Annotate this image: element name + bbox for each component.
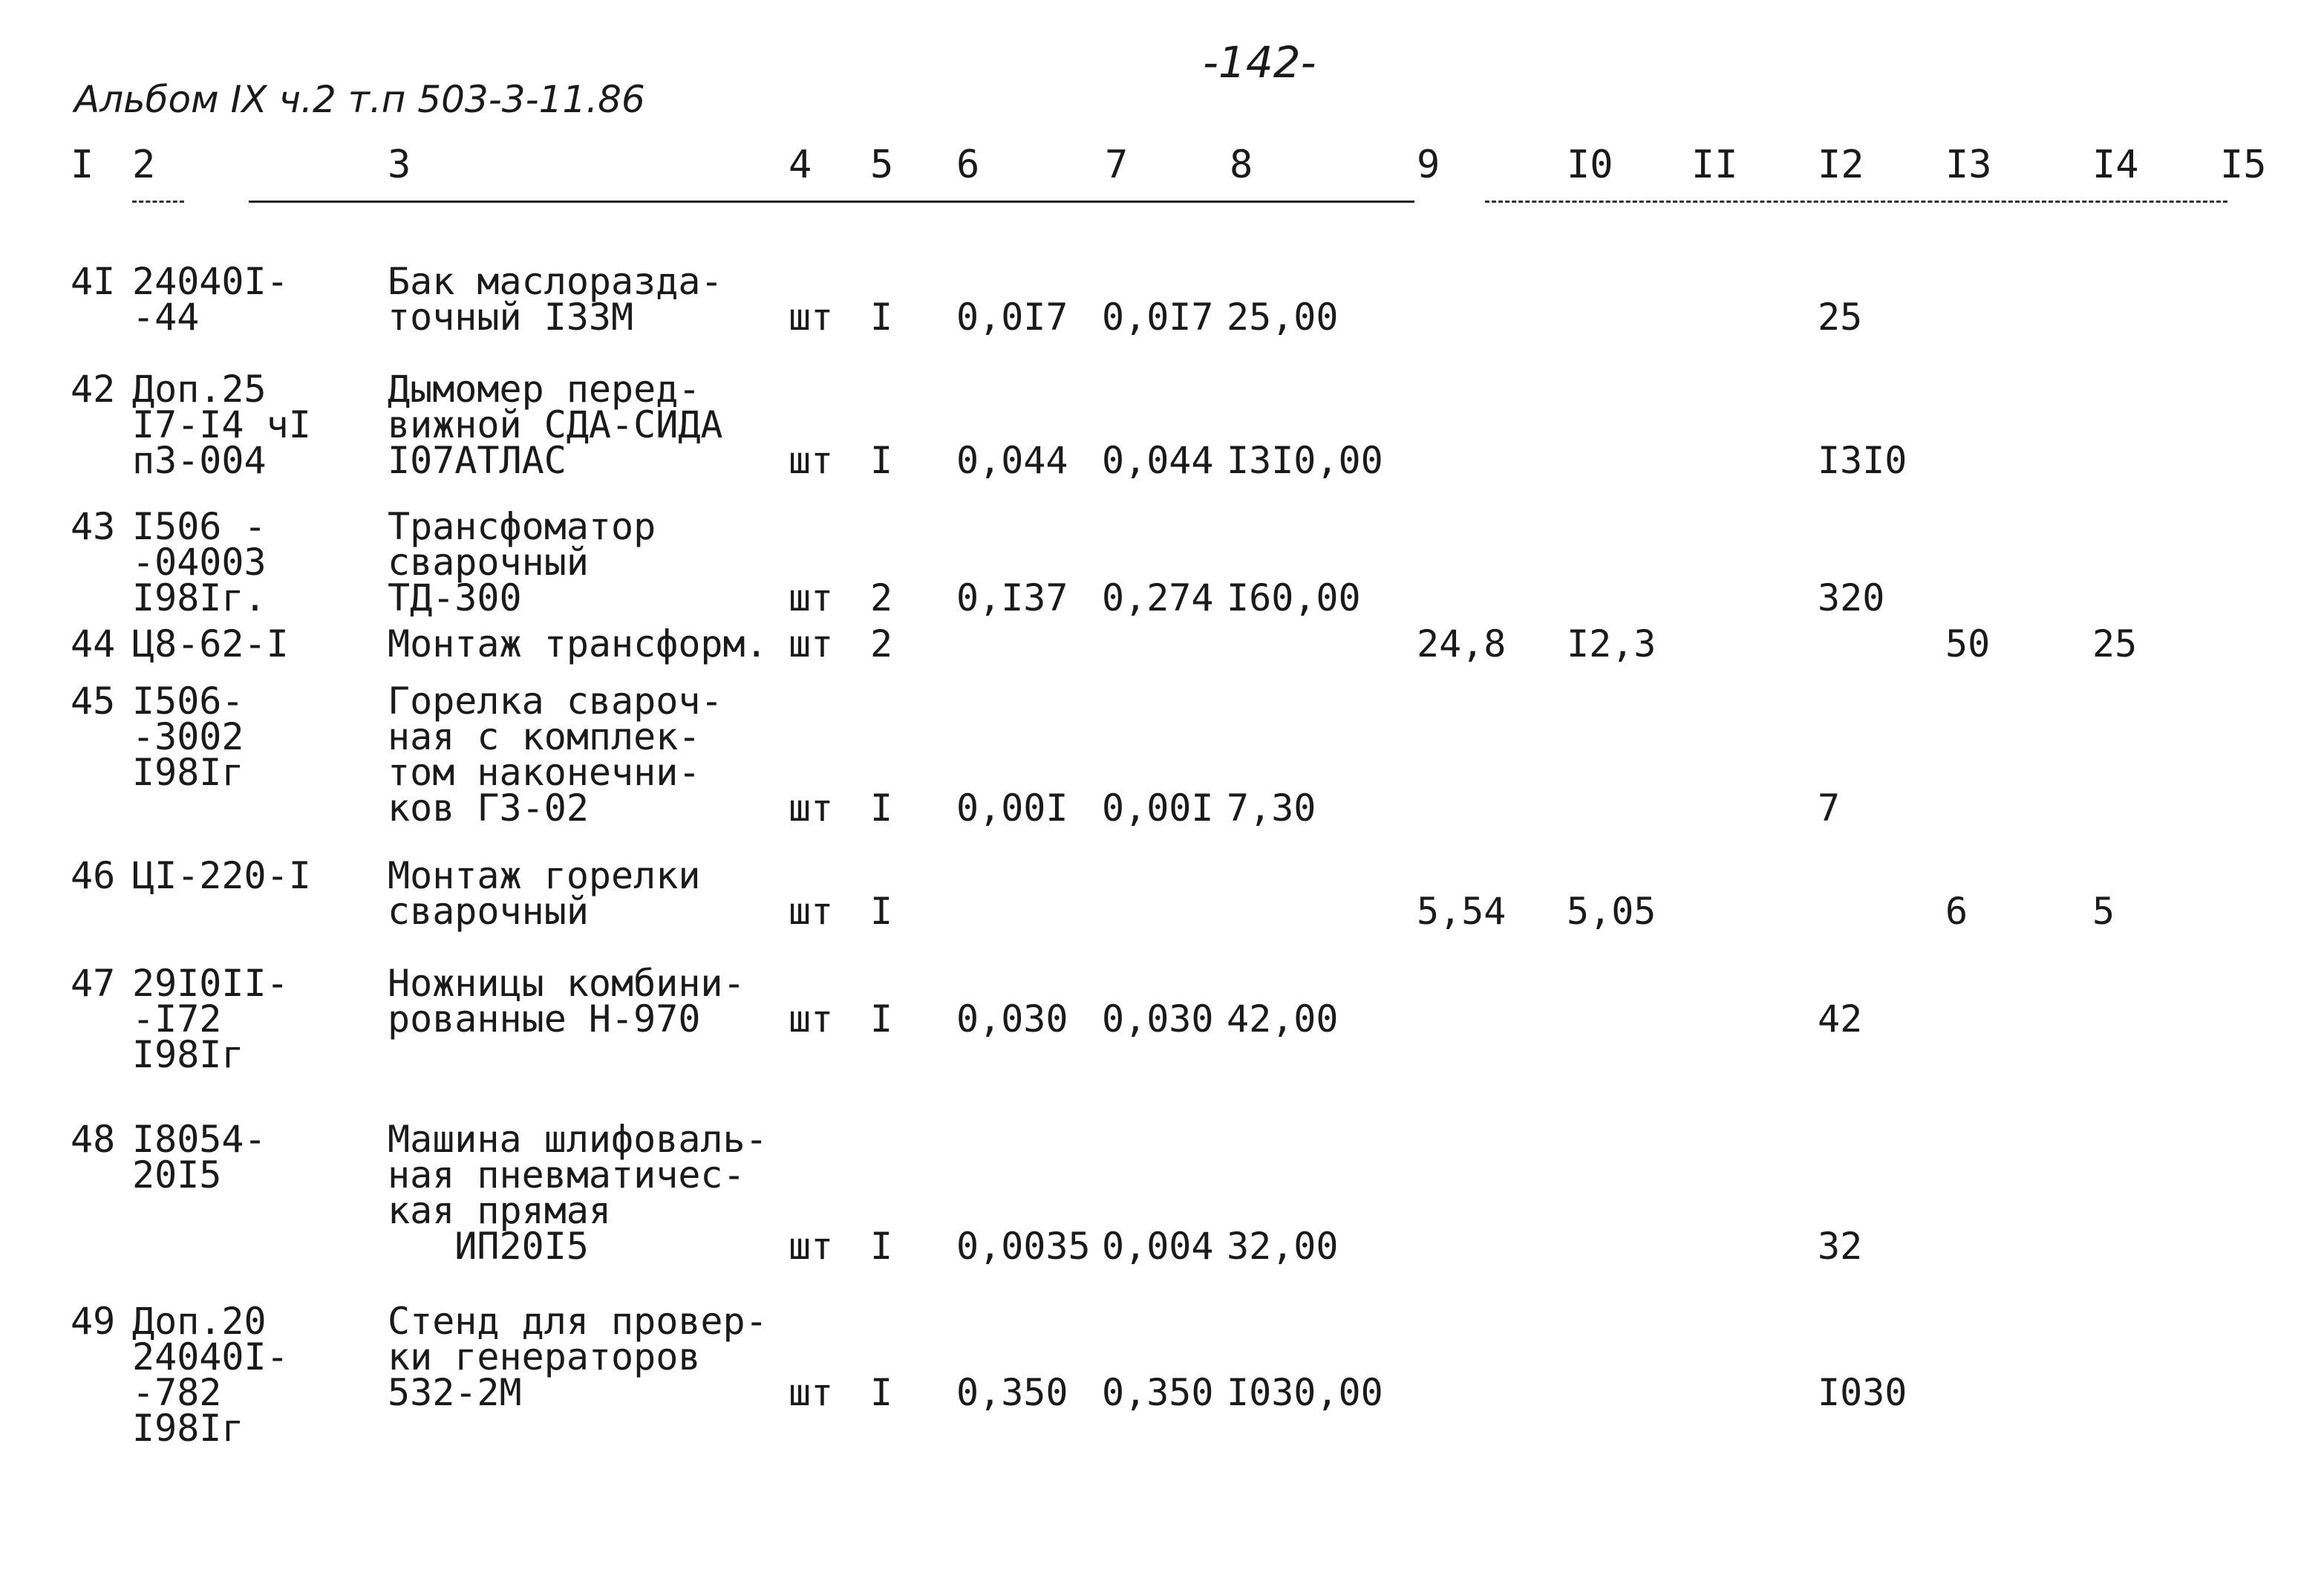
col-header-10: I0 <box>1567 143 1613 187</box>
cell-code: ЦI-220-I <box>132 854 311 897</box>
col-header-3: 3 <box>388 143 411 187</box>
cell-c7: 0,004 <box>1102 1225 1214 1268</box>
cell-c6: 0,030 <box>956 997 1068 1041</box>
cell-name: Ножницы комбини- рованные Н-970 <box>388 962 745 1041</box>
cell-c6: 0,0I7 <box>956 296 1068 339</box>
header-rule-col2 <box>132 201 184 203</box>
cell-name: Монтаж горелки сварочный <box>388 854 701 933</box>
cell-c7: 0,030 <box>1102 997 1214 1041</box>
cell-qty: I <box>870 890 893 933</box>
cell-name: Стенд для провер- ки генераторов 532-2M <box>388 1300 768 1414</box>
cell-c12: 320 <box>1818 576 1885 619</box>
cell-c7: 0,044 <box>1102 439 1214 482</box>
cell-c8: I60,00 <box>1227 576 1361 619</box>
cell-c7: 0,274 <box>1102 576 1214 619</box>
col-header-14: I4 <box>2092 143 2139 187</box>
cell-c6: 0,I37 <box>956 576 1068 619</box>
cell-code: I506- -3002 I98Iг <box>132 680 244 794</box>
cell-c8: I030,00 <box>1227 1371 1383 1414</box>
col-header-11: II <box>1691 143 1738 187</box>
cell-qty: I <box>870 1371 893 1414</box>
cell-n: 49 <box>71 1300 116 1343</box>
cell-c8: 32,00 <box>1227 1225 1339 1268</box>
cell-c6: 0,044 <box>956 439 1068 482</box>
cell-qty: I <box>870 296 893 339</box>
cell-name: Горелка свароч- ная с комплек- том наконечни- ков ГЗ-02 <box>388 680 723 830</box>
col-header-6: 6 <box>956 143 980 187</box>
album-reference: Альбом IX ч.2 т.п 503-3-11.86 <box>74 78 645 121</box>
cell-unit: шт <box>789 787 834 830</box>
cell-c13: 6 <box>1945 890 1968 933</box>
cell-n: 42 <box>71 368 116 411</box>
header-rule-main <box>249 201 1414 203</box>
col-header-9: 9 <box>1417 143 1440 187</box>
cell-c12: I030 <box>1818 1371 1907 1414</box>
cell-qty: I <box>870 997 893 1041</box>
cell-c13: 50 <box>1945 622 1991 665</box>
cell-code: I8054- 20I5 <box>132 1118 267 1197</box>
cell-n: 48 <box>71 1118 116 1161</box>
cell-n: 4I <box>71 260 116 303</box>
cell-c8: 42,00 <box>1227 997 1339 1041</box>
cell-c7: 0,350 <box>1102 1371 1214 1414</box>
cell-unit: шт <box>789 1371 834 1414</box>
cell-code: Ц8-62-I <box>132 622 289 665</box>
cell-c12: 32 <box>1818 1225 1863 1268</box>
cell-unit: шт <box>789 439 834 482</box>
col-header-15: I5 <box>2220 143 2267 187</box>
cell-name: Трансфоматор сварочный ТД-300 <box>388 505 656 619</box>
cell-c9: 5,54 <box>1417 890 1507 933</box>
cell-name: Монтаж трансформ. <box>388 622 768 665</box>
cell-c9: 24,8 <box>1417 622 1507 665</box>
cell-c14: 5 <box>2092 890 2115 933</box>
cell-c12: 42 <box>1818 997 1863 1041</box>
col-header-4: 4 <box>789 143 812 187</box>
cell-code: Доп.25 I7-I4 чI п3-004 <box>132 368 311 482</box>
cell-code: 29I0II- -I72 I98Iг <box>132 962 289 1076</box>
cell-c10: 5,05 <box>1567 890 1656 933</box>
page-number: -142- <box>1203 37 1316 88</box>
cell-n: 43 <box>71 505 116 548</box>
cell-qty: I <box>870 439 893 482</box>
col-header-5: 5 <box>870 143 894 187</box>
cell-name: Бак маслоразда- точный I33M <box>388 260 723 339</box>
cell-qty: I <box>870 787 893 830</box>
cell-c12: 7 <box>1818 787 1841 830</box>
cell-c12: I3I0 <box>1818 439 1907 482</box>
cell-c6: 0,350 <box>956 1371 1068 1414</box>
cell-c6: 0,00I <box>956 787 1068 830</box>
cell-c7: 0,0I7 <box>1102 296 1214 339</box>
cell-code: Доп.20 24040I- -782 I98Iг <box>132 1300 289 1450</box>
cell-qty: 2 <box>870 622 893 665</box>
cell-name: Дымомер перед- вижной СДА-СИДА I07АТЛАС <box>388 368 723 482</box>
col-header-12: I2 <box>1818 143 1864 187</box>
cell-qty: 2 <box>870 576 893 619</box>
cell-code: I506 - -04003 I98Iг. <box>132 505 267 619</box>
cell-name: Машина шлифоваль- ная пневматичес- кая прямая ИП20I5 <box>388 1118 768 1268</box>
cell-unit: шт <box>789 890 834 933</box>
cell-unit: шт <box>789 1225 834 1268</box>
cell-c8: I3I0,00 <box>1227 439 1383 482</box>
col-header-1: I <box>71 143 94 187</box>
cell-c8: 7,30 <box>1227 787 1316 830</box>
cell-unit: шт <box>789 622 834 665</box>
cell-c12: 25 <box>1818 296 1863 339</box>
col-header-2: 2 <box>132 143 156 187</box>
cell-c7: 0,00I <box>1102 787 1214 830</box>
header-rule-right <box>1485 201 2227 203</box>
cell-qty: I <box>870 1225 893 1268</box>
cell-c8: 25,00 <box>1227 296 1339 339</box>
cell-n: 45 <box>71 680 116 723</box>
cell-code: 24040I- -44 <box>132 260 289 339</box>
cell-n: 47 <box>71 962 116 1005</box>
cell-n: 46 <box>71 854 116 897</box>
cell-unit: шт <box>789 576 834 619</box>
cell-c10: I2,3 <box>1567 622 1656 665</box>
cell-unit: шт <box>789 296 834 339</box>
cell-n: 44 <box>71 622 116 665</box>
col-header-7: 7 <box>1105 143 1129 187</box>
col-header-13: I3 <box>1945 143 1992 187</box>
cell-unit: шт <box>789 997 834 1041</box>
col-header-8: 8 <box>1230 143 1253 187</box>
cell-c14: 25 <box>2092 622 2138 665</box>
cell-c6: 0,0035 <box>956 1225 1091 1268</box>
